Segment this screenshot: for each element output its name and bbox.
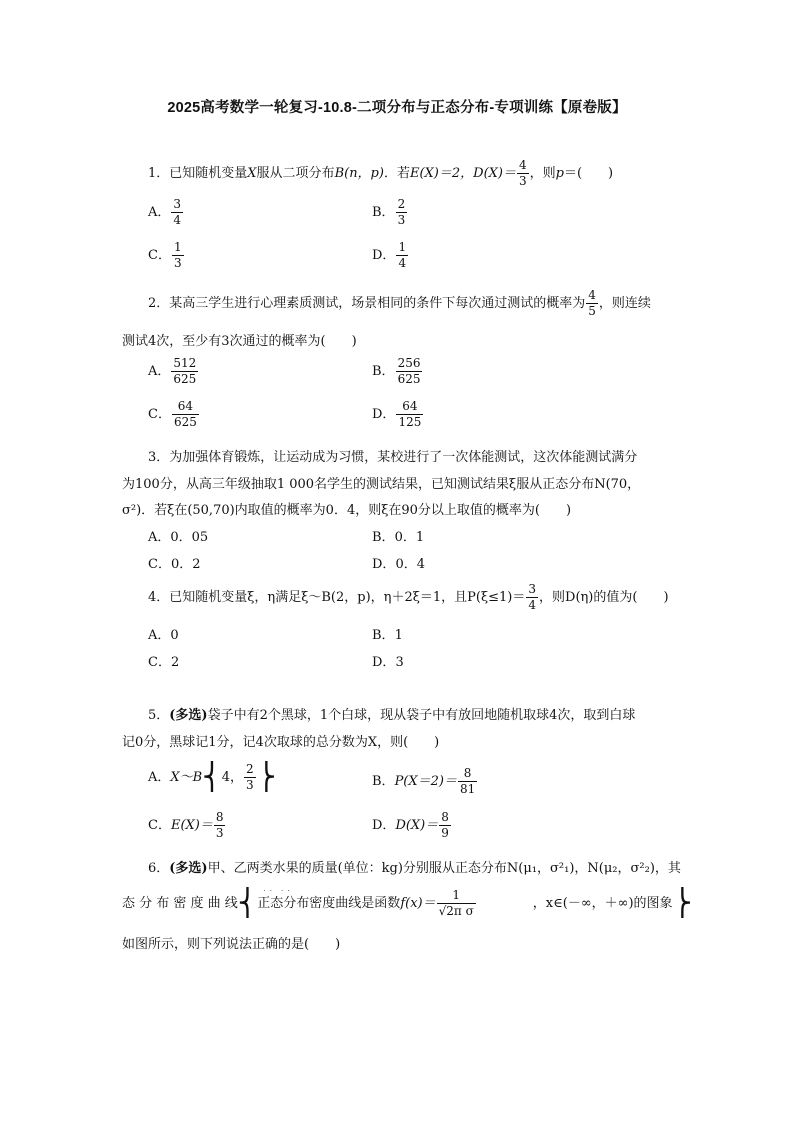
- option-fraction: $\frac{64}{125}$: [398, 399, 422, 429]
- option-fraction: $\frac{512}{625}$: [173, 356, 197, 386]
- q4-text: ，则D(η)的值为( ): [539, 590, 669, 605]
- q1-text: ，则: [529, 166, 556, 181]
- q4-option-a: A．0: [148, 628, 179, 643]
- q4-fraction: $\frac{3}{4}$: [528, 582, 537, 612]
- q4-text: 4．已知随机变量ξ，η满足ξ～B(2，p)，η＋2ξ＝1，且P(ξ≤1)＝: [148, 590, 526, 605]
- q1-var: X: [247, 166, 257, 181]
- question-3-stem-line1: 3．为加强体育锻炼，让运动成为习惯，某校进行了一次体能测试，这次体能测试满分: [148, 450, 638, 465]
- option-fraction: $\frac{2}{3}$: [245, 762, 254, 792]
- q5-option-d: D．D(X)＝ $\frac{8}{9}$: [372, 810, 449, 840]
- q3-option-a: A．0．05: [148, 530, 209, 545]
- question-3-stem-line2: 为100分，从高三年级抽取1 000名学生的测试结果，已知测试结果ξ服从正态分布N(70，: [122, 477, 641, 492]
- question-6-stem: [148, 857, 681, 876]
- q1-text: 服从二项分布: [256, 166, 335, 181]
- q1-option-c: C． $\frac{1}{3}$: [148, 240, 182, 270]
- q2-option-d: D． $\frac{64}{125}$: [372, 399, 422, 429]
- q2-text: ，则连续: [598, 296, 651, 311]
- q3-option-d: D．0．4: [372, 557, 425, 572]
- q6-number: 6．: [148, 861, 170, 876]
- multi-select-tag: (多选): [169, 708, 208, 723]
- multi-select-tag: (多选): [169, 861, 208, 876]
- option-fraction: $\frac{8}{3}$: [215, 810, 224, 840]
- left-brace: ⎨: [237, 888, 258, 919]
- q4-option-d: D．3: [372, 655, 404, 670]
- option-fraction: $\frac{64}{625}$: [173, 399, 197, 429]
- q6-fraction: $\frac{1}{\text{√2π σ}}$: [438, 888, 474, 918]
- q4-option-b: B．1: [372, 628, 403, 643]
- q5-option-b: B．P(X＝2)＝ $\frac{8}{81}$: [372, 766, 476, 796]
- q5-number: 5．: [148, 708, 170, 723]
- question-5-stem-line2: 记0分，黑球记1分，记4次取球的总分数为X，则( ): [122, 735, 440, 750]
- q1-option-b: B． $\frac{2}{3}$: [372, 197, 406, 227]
- q2-text: 2．某高三学生进行心理素质测试，场景相同的条件下每次通过测试的概率为: [148, 296, 586, 311]
- option-fraction: $\frac{1}{3}$: [173, 240, 182, 270]
- q1-text: 1．已知随机变量: [148, 166, 248, 181]
- option-fraction: $\frac{256}{625}$: [397, 356, 421, 386]
- overlay-dots: · · · ·: [263, 887, 291, 895]
- option-fraction: $\frac{8}{81}$: [459, 766, 476, 796]
- q1-p: p: [555, 166, 564, 181]
- question-6-stem-line3: 如图所示，则下列说法正确的是( ): [122, 937, 341, 952]
- q5-text: 袋子中有2个黑球，1个白球，现从袋子中有放回地随机取球4次，取到白球: [207, 708, 636, 723]
- option-fraction: $\frac{2}{3}$: [397, 197, 406, 227]
- question-1-stem: [148, 158, 613, 189]
- q6-text: 甲、乙两类水果的质量(单位：kg)分别服从正态分布N(μ₁，σ²₁)，N(μ₂，σ²₂)，其: [207, 861, 681, 876]
- q1-fraction: $\frac{4}{3}$: [518, 158, 527, 188]
- q4-option-c: C．2: [148, 655, 180, 670]
- q1-option-a: A． $\frac{3}{4}$: [148, 197, 182, 227]
- option-fraction: $\frac{8}{9}$: [441, 810, 449, 840]
- option-fraction: $\frac{3}{4}$: [173, 197, 182, 227]
- q1-binom: B(n，p): [334, 166, 384, 181]
- option-fraction: $\frac{1}{4}$: [398, 240, 407, 270]
- question-5-stem: [148, 704, 635, 723]
- q1-text: ＝( ): [563, 166, 614, 181]
- right-brace: ⎬: [256, 762, 277, 793]
- question-2-stem-line2: 测试4次，至少有3次通过的概率为( ): [122, 334, 357, 349]
- q1-expectation: E(X)＝2，D(X)＝: [409, 166, 516, 181]
- left-brace: ⎨: [202, 762, 222, 793]
- q3-option-b: B．0．1: [372, 530, 425, 545]
- q2-option-c: C． $\frac{64}{625}$: [148, 399, 197, 429]
- q5-option-a: A．X～B⎨4， $\frac{2}{3}$ ⎬: [148, 762, 277, 793]
- q1-option-d: D． $\frac{1}{4}$: [372, 240, 407, 270]
- q6-overlay-text: · · · · 正态分布密度曲线是函数: [257, 887, 401, 911]
- page-title: 2025高考数学一轮复习-10.8-二项分布与正态分布-专项训练【原卷版】: [167, 100, 627, 116]
- q1-text: ．若: [383, 166, 410, 181]
- question-4-stem: [148, 582, 669, 613]
- question-6-stem-line2: [122, 888, 692, 919]
- q2-option-a: A． $\frac{512}{625}$: [148, 356, 197, 386]
- q6-text: ，x∈(－∞，＋∞)的图象: [532, 896, 673, 911]
- q6-text: 态 分 布 密 度 曲 线: [122, 896, 238, 911]
- q3-option-c: C．0．2: [148, 557, 201, 572]
- q6-fx: f(x)＝: [400, 896, 436, 911]
- q2-option-b: B． $\frac{256}{625}$: [372, 356, 421, 386]
- right-brace: ⎬: [672, 888, 693, 919]
- q2-fraction: $\frac{4}{5}$: [588, 288, 596, 318]
- question-3-stem-line3: σ²)．若ξ在(50,70)内取值的概率为0．4，则ξ在90分以上取值的概率为( ): [122, 503, 572, 518]
- question-2-stem: [148, 288, 651, 319]
- q5-option-c: C．E(X)＝ $\frac{8}{3}$: [148, 810, 224, 840]
